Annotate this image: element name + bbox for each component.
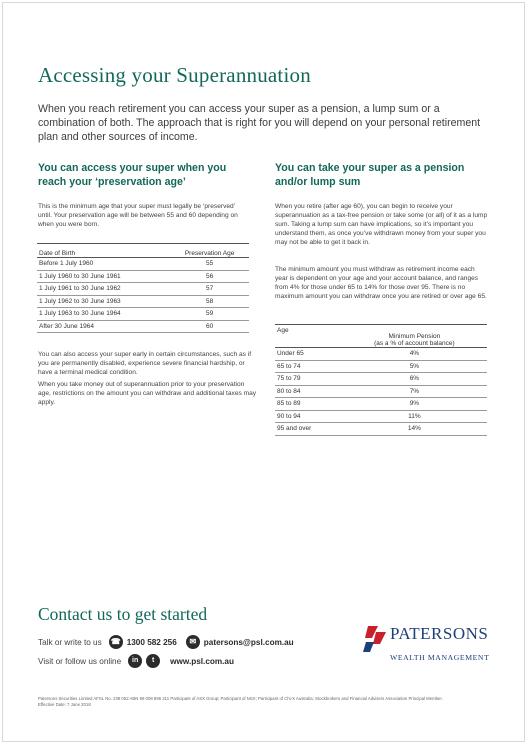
- visit-row: [38, 654, 234, 668]
- table-cell: 58: [168, 295, 249, 308]
- col-header-age: Age: [275, 325, 340, 348]
- email-link[interactable]: patersons@psl.com.au: [203, 637, 294, 647]
- table-cell: After 30 June 1964: [37, 320, 168, 333]
- table-row: [37, 283, 249, 296]
- table-row: [275, 398, 487, 411]
- restrictions-paragraph: When you take money out of superannuation prior to your preservation age, restrictions on the amount you can withdraw and additional taxes may apply.: [38, 381, 257, 406]
- table-cell: 6%: [340, 373, 487, 386]
- patersons-logo-mark: [362, 624, 390, 654]
- footer-disclaimer: [38, 696, 498, 708]
- table-cell: 85 to 89: [275, 398, 340, 411]
- table-cell: 95 and over: [275, 423, 340, 436]
- table-row: [37, 320, 249, 333]
- col-header-dob: Date of Birth: [37, 244, 168, 258]
- email-icon: ✉: [186, 635, 200, 649]
- table-row: [37, 308, 249, 321]
- table-cell: 1 July 1963 to 30 June 1964: [37, 308, 168, 321]
- table-row: [37, 258, 249, 271]
- twitter-icon[interactable]: t: [146, 654, 160, 668]
- table-cell: 11%: [340, 410, 487, 423]
- table-cell: 5%: [340, 360, 487, 373]
- preservation-paragraph: This is the minimum age that your super must legally be ‘preserved’ until. Your preservation age will be between 55 and 60 depending on when you were born.: [38, 203, 238, 228]
- talk-row: [38, 635, 294, 649]
- table-cell: 75 to 79: [275, 373, 340, 386]
- table-cell: 57: [168, 283, 249, 296]
- page-title: Accessing your Superannuation: [38, 63, 311, 87]
- table-cell: 1 July 1961 to 30 June 1962: [37, 283, 168, 296]
- table-row: [275, 423, 487, 436]
- minimum-pension-sublabel: (as a % of account balance): [374, 340, 455, 347]
- pension-paragraph: When you retire (after age 60), you can begin to receive your superannuation as a tax-free pension or take some (or all) of it as a lump sum. Taking a lump sum can have implications, so it’s important you understand them, as once you’ve withdrawn money from your super you may not be able to get it back in.: [275, 203, 488, 246]
- table-cell: 60: [168, 320, 249, 333]
- intro-paragraph: When you reach retirement you can access your super as a pension, a lump sum or a combination of both. The approach that is right for you will depend on your personal retirement plan and other sources of income.: [38, 103, 481, 143]
- visit-label: Visit or follow us online: [38, 656, 122, 666]
- table-row: [37, 270, 249, 283]
- table-cell: 56: [168, 270, 249, 283]
- preservation-table: [37, 243, 249, 333]
- left-heading: You can access your super when you reach your ‘preservation age’: [38, 162, 227, 188]
- contact-heading: Contact us to get started: [38, 604, 208, 624]
- table-row: [275, 373, 487, 386]
- table-cell: 1 July 1960 to 30 June 1961: [37, 270, 168, 283]
- table-cell: 80 to 84: [275, 385, 340, 398]
- table-cell: 65 to 74: [275, 360, 340, 373]
- table-cell: 14%: [340, 423, 487, 436]
- table-cell: 4%: [340, 348, 487, 361]
- talk-label: Talk or write to us: [38, 637, 102, 647]
- footer-line-2: Effective Date: 7 June 2018: [38, 702, 91, 707]
- table-cell: 55: [168, 258, 249, 271]
- table-row: [275, 348, 487, 361]
- minimum-pension-label: Minimum Pension: [388, 333, 441, 340]
- website-link[interactable]: www.psl.com.au: [170, 656, 234, 666]
- col-header-preservation-age: Preservation Age: [168, 244, 249, 258]
- linkedin-icon[interactable]: in: [128, 654, 142, 668]
- table-cell: Before 1 July 1960: [37, 258, 168, 271]
- table-cell: 7%: [340, 385, 487, 398]
- table-cell: Under 65: [275, 348, 340, 361]
- footer-line-1: Patersons Securities Limited AFSL No. 239 052 ABN 69 008 896 311 Participant of ASX Group; Participant of NSX; Participant of Chi-X Australia; Stockbrokers and Financial Advisers Association Principal Member.: [38, 696, 443, 701]
- minimum-amount-paragraph: The minimum amount you must withdraw as retirement income each year is dependent on your age and your account balance, and ranges from 4% for those under 65 to 14% for those over 95. There is no maximum amount you can withdraw once you are retired or over age 65.: [275, 266, 487, 300]
- table-cell: 90 to 94: [275, 410, 340, 423]
- table-cell: 1 July 1962 to 30 June 1963: [37, 295, 168, 308]
- table-row: [275, 360, 487, 373]
- col-header-minimum-pension: [340, 325, 487, 348]
- table-cell: 59: [168, 308, 249, 321]
- early-access-paragraph: You can also access your super early in certain circumstances, such as if you are permanently disabled, experience severe financial hardship, or have a terminal medical condition.: [38, 351, 252, 376]
- table-row: [37, 295, 249, 308]
- table-cell: 9%: [340, 398, 487, 411]
- phone-icon: ☎: [109, 635, 123, 649]
- logo-subtitle: WEALTH MANAGEMENT: [390, 653, 490, 662]
- table-row: [275, 385, 487, 398]
- phone-link[interactable]: 1300 582 256: [126, 637, 177, 647]
- minimum-pension-table: [275, 324, 487, 436]
- table-row: [275, 410, 487, 423]
- logo-name: PATERSONS: [390, 624, 489, 643]
- right-heading: You can take your super as a pension and/or lump sum: [275, 162, 465, 188]
